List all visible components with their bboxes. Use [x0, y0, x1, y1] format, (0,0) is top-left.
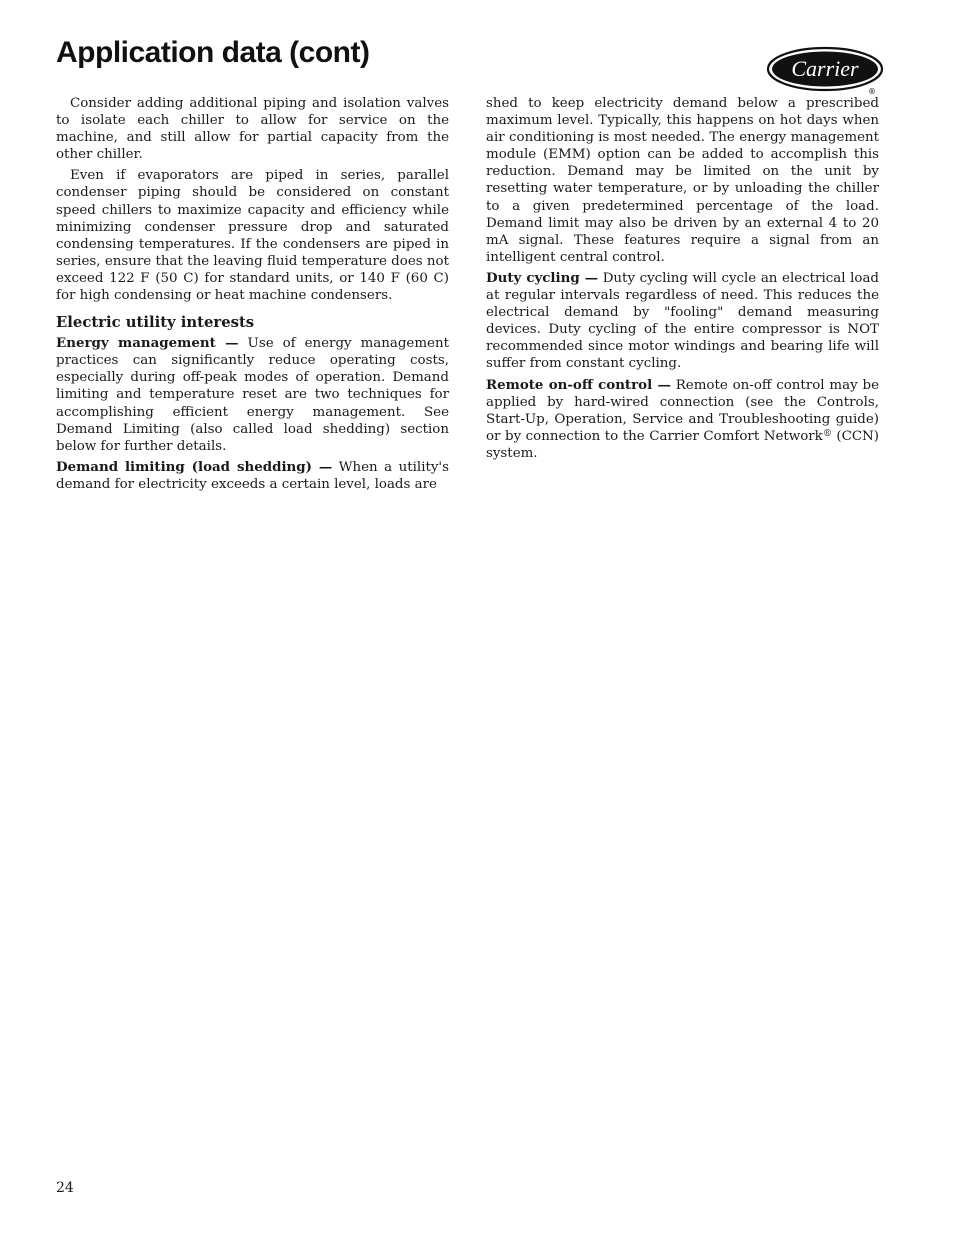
run-in-heading-duty-cycling: Duty cycling —	[486, 269, 599, 286]
page-title: Application data (cont)	[56, 36, 370, 69]
remote-control-text: Remote on-off control may be applied by hard-wired connection (see the Controls, Start-Up, Operation, Service and Troubleshooting guide) or by connection to the Carrier Comfort Network	[486, 377, 879, 444]
run-in-heading-energy-management: Energy management —	[56, 335, 239, 352]
paragraph-condenser-piping: Even if evaporators are piped in series, parallel condenser piping should be considered on constant speed chillers to maximize capacity and efficiency while minimizing condenser pressure drop and saturated condensing temperatures. If the condensers are piped in series, ensure that the leaving fluid temperature does not exceed 122 F (50 C) for standard units, or 140 F (60 C) for high condensing or heat machine condensers.	[56, 168, 449, 304]
logo-wordmark: Carrier	[791, 56, 859, 81]
duty-cycling-text: Duty cycling will cycle an electrical load at regular intervals regardless of need. This reduces the electrical demand by "fooling" demand measuring devices. Duty cycling of the entire compressor is NOT recommended since motor windings and bearing life will suffer from constant cycling.	[486, 270, 880, 372]
paragraph-demand-limiting	[56, 459, 449, 493]
right-column	[486, 95, 879, 466]
page-number: 24	[56, 1180, 74, 1196]
demand-limiting-text: When a utility's demand for electricity exceeds a certain level, loads are	[56, 459, 449, 492]
run-in-heading-remote-control: Remote on-off control —	[486, 376, 671, 393]
remote-control-tail: (CCN) system.	[486, 428, 880, 461]
paragraph-isolation-valves: Consider adding additional piping and isolation valves to isolate each chiller to allow for service on the machine, and still allow for partial capacity from the other chiller.	[56, 96, 449, 163]
paragraph-energy-management	[56, 335, 449, 455]
logo-registered-mark: ®	[868, 87, 876, 96]
registered-mark: ®	[822, 428, 832, 439]
subheading-electric-utility: Electric utility interests	[56, 314, 255, 332]
energy-management-text: Use of energy management practices can significantly reduce operating costs, especially during off-peak modes of operation. Demand limiting and temperature reset are two techniques for accomplishing efficient energy management. See Demand Limiting (also called load shedding) section below for further details.	[56, 336, 449, 454]
left-column	[56, 95, 449, 497]
carrier-logo	[766, 46, 890, 96]
paragraph-remote-control	[486, 377, 879, 462]
paragraph-load-shedding-continued: shed to keep electricity demand below a prescribed maximum level. Typically, this happens on hot days when air conditioning is most needed. The energy management module (EMM) option can be added to accomplish this reduction. Demand may be limited on the unit by resetting water temperature, or by unloading the chiller to a given predetermined percentage of the load. Demand limit may also be driven by an external 4 to 20 mA signal. These features require a signal from an intelligent central control.	[486, 96, 879, 265]
run-in-heading-demand-limiting: Demand limiting (load shedding) —	[56, 458, 333, 475]
paragraph-duty-cycling	[486, 270, 879, 373]
